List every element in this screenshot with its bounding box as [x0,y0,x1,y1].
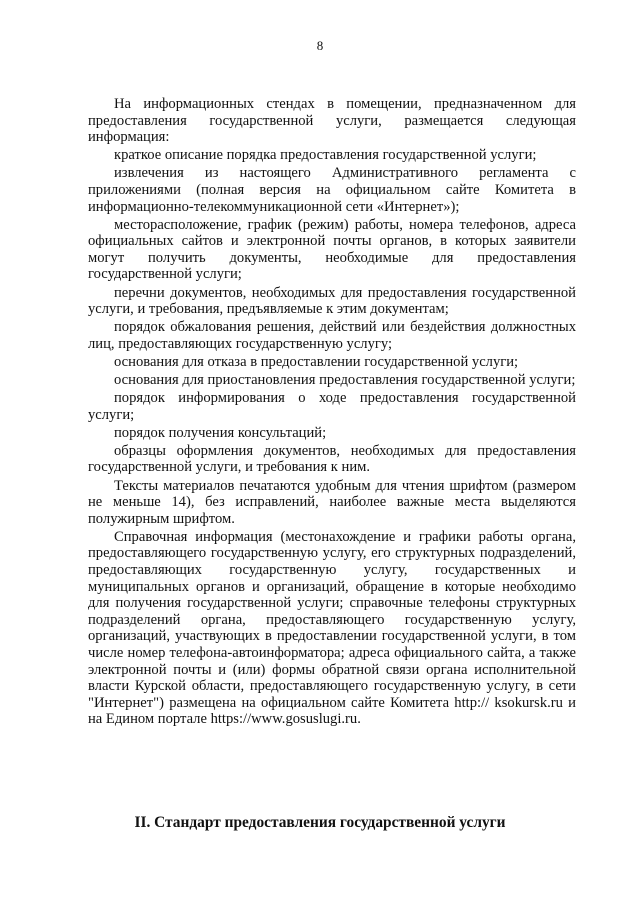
paragraph-print-requirements: Тексты материалов печатаются удобным для чтения шрифтом (размером не меньше 14), без исправлений, наиболее важные места выделяются полужирным шрифтом. [88,477,576,527]
section-heading: II. Стандарт предоставления государственной услуги [134,814,506,831]
paragraph-reference-info: Справочная информация (местонахождение и графики работы органа, предоставляющего государственную услугу, его структурных подразделений, предоставляющих государственную услугу, государственных и муниципальных органов и организаций, обращение в которые необходимо для получения государственной услуги; справочные телефоны структурных подразделений органа, предоставляющего государственную услугу, организаций, участвующих в предоставлении государственной услуги, в том числе номер телефона-автоинформатора; адреса официального сайта, а также электронной почты и (или) формы обратной связи органа исполнительной власти Курской области, предоставляющего государственную услугу, в сети "Интернет") размещена на официальном сайте Комитета http:// ksokursk.ru и на Едином портале https://www.gosuslugi.ru. [88,528,576,728]
list-item-short-description: краткое описание порядка предоставления государственной услуги; [114,147,537,164]
paragraph-intro: На информационных стендах в помещении, предназначенном для предоставления государственной услуги, размещается следующая информация: [88,96,576,146]
page-number: 8 [316,38,324,53]
list-item-consultations: порядок получения консультаций; [114,424,327,441]
list-item-refusal-grounds: основания для отказа в предоставлении государственной услуги; [114,353,519,370]
list-item-document-lists: перечни документов, необходимых для предоставления государственной услуги, и требования, предъявляемые к этим документам; [88,284,576,318]
list-item-location-schedule: месторасположение, график (режим) работы, номера телефонов, адреса официальных сайтов и электронной почты органов, в которых заявители могут получить документы, необходимые для предоставления государственной услуги; [88,216,576,283]
list-item-regulation-extracts: извлечения из настоящего Административного регламента с приложениями (полная версия на официальном сайте Комитета в информационно-телекоммуникационной сети «Интернет»); [88,165,576,215]
list-item-informing-procedure: порядок информирования о ходе предоставления государственной услуги; [88,390,576,423]
list-item-document-samples: образцы оформления документов, необходимых для предоставления государственной услуги, и требования к ним. [88,442,576,476]
list-item-appeal-procedure: порядок обжалования решения, действий или бездействия должностных лиц, предоставляющих государственную услугу; [88,319,576,352]
list-item-suspension-grounds: основания для приостановления предоставления государственной услуги; [114,372,576,388]
document-body [88,96,576,729]
